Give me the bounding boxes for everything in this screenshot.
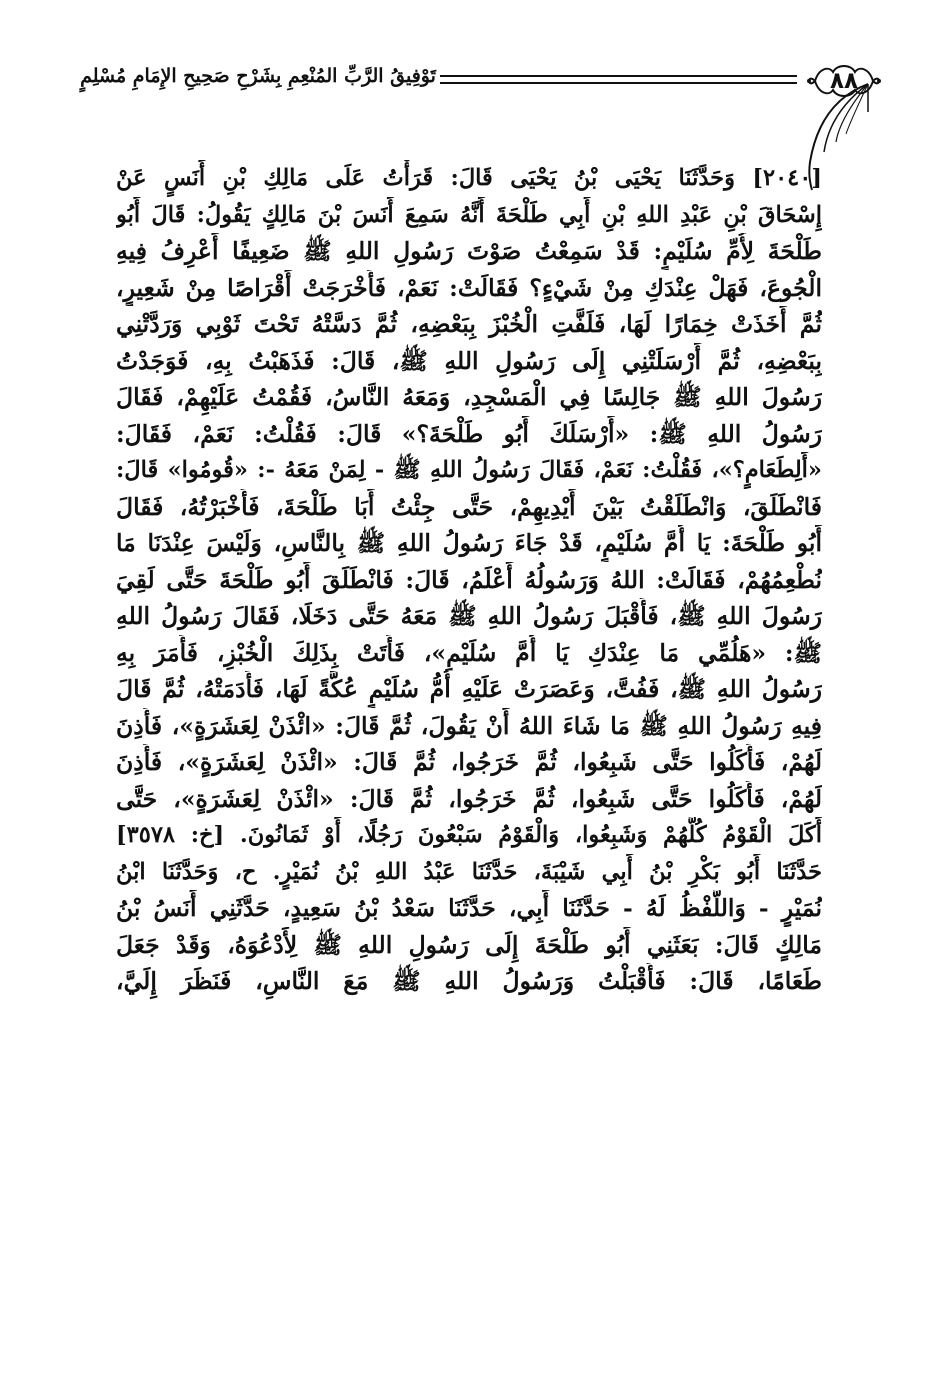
text-line: لَهُمْ، فَأَكَلُوا حَتَّى شَبِعُوا، ثُمَّ خَرَجُوا، ثُمَّ قَالَ: «ائْذَنْ لِعَشَرَةٍ»، فَأَذِنَ <box>116 748 822 776</box>
page-header <box>78 40 858 118</box>
text-line: فِيهِ رَسُولُ اللهِ ﷺ مَا شَاءَ اللهُ أَنْ يَقُولَ، ثُمَّ قَالَ: «ائْذَنْ لِعَشَرَةٍ»، فَأَذِنَ <box>116 711 822 740</box>
text-line: أَبُو طَلْحَةَ: يَا أُمَّ سُلَيْمٍ، قَدْ جَاءَ رَسُولُ اللهِ ﷺ بِالنَّاسِ، وَلَيْسَ عِنْدَنَا مَا <box>116 529 822 557</box>
text-line: طَلْحَةَ لِأُمِّ سُلَيْمٍ: قَدْ سَمِعْتُ صَوْتَ رَسُولِ اللهِ ﷺ ضَعِيفًا أَعْرِفُ فِيهِ <box>116 237 822 265</box>
text-line: رَسُولُ اللهِ ﷺ: «أَرْسَلَكَ أَبُو طَلْحَةَ؟» قَالَ: فَقُلْتُ: نَعَمْ، فَقَالَ: <box>116 419 822 448</box>
text-line: حَدَّثَنَا أَبُو بَكْرِ بْنُ أَبِي شَيْبَةَ، حَدَّثَنَا عَبْدُ اللهِ بْنُ نُمَيْرٍ. ح، وَحَدَّثَنَا ابْنُ <box>116 858 822 885</box>
text-line: لَهُمْ، فَأَكَلُوا حَتَّى شَبِعُوا، ثُمَّ خَرَجُوا، ثُمَّ قَالَ: «ائْذَنْ لِعَشَرَةٍ»، حَتَّى <box>116 784 822 813</box>
text-line: إِسْحَاقَ بْنِ عَبْدِ اللهِ بْنِ أَبِي طَلْحَةَ أَنَّهُ سَمِعَ أَنَسَ بْنَ مَالِكٍ يَقُولُ: قَالَ أَبُو <box>116 201 822 228</box>
text-line: «أَلِطَعَامٍ؟»، فَقُلْتُ: نَعَمْ، فَقَالَ رَسُولُ اللهِ ﷺ - لِمَنْ مَعَهُ -: «قُومُوا» قَالَ: <box>116 457 822 483</box>
text-line: بِبَعْضِهِ، ثُمَّ أَرْسَلَتْنِي إِلَى رَسُولِ اللهِ ﷺ، قَالَ: فَذَهَبْتُ بِهِ، فَوَجَدْتُ <box>116 346 822 375</box>
text-line: نُمَيْرٍ - وَاللَّفْظُ لَهُ - حَدَّثَنَا أَبِي، حَدَّثَنَا سَعْدُ بْنُ سَعِيدٍ، حَدَّثَنِي أَنَسُ بْنُ <box>116 894 822 922</box>
text-line: رَسُولَ اللهِ ﷺ جَالِسًا فِي الْمَسْجِدِ، وَمَعَهُ النَّاسُ، فَقُمْتُ عَلَيْهِمْ، فَقَالَ <box>116 383 822 411</box>
page-number: ٨٨ <box>829 68 859 94</box>
text-line: أَكَلَ الْقَوْمُ كُلُّهُمْ وَشَبِعُوا، وَالْقَوْمُ سَبْعُونَ رَجُلًا، أَوْ ثَمَانُونَ. [خ: ٣٥٧٨] <box>116 822 822 848</box>
text-line: طَعَامًا، قَالَ: فَأَقْبَلْتُ وَرَسُولُ اللهِ ﷺ مَعَ النَّاسِ، فَنَظَرَ إِلَيَّ، <box>116 967 822 995</box>
text-line: مَالِكٍ قَالَ: بَعَثَنِي أَبُو طَلْحَةَ إِلَى رَسُولِ اللهِ ﷺ لِأَدْعُوَهُ، وَقَدْ جَعَلَ <box>116 930 822 959</box>
text-line: [٢٠٤٠] وَحَدَّثَنَا يَحْيَى بْنُ يَحْيَى قَالَ: قَرَأْتُ عَلَى مَالِكِ بْنِ أَنَسٍ عَنْ <box>116 165 822 191</box>
header-rule-top <box>440 75 797 77</box>
text-line: رَسُولُ اللهِ ﷺ، فَفُتَّ، وَعَصَرَتْ عَلَيْهِ أُمُّ سُلَيْمٍ عُكَّةً لَهَا، فَأَدَمَتْهُ، ثُمَّ قَالَ <box>116 675 822 703</box>
header-rule-bottom <box>440 82 797 84</box>
text-line: الْجُوعَ، فَهَلْ عِنْدَكِ مِنْ شَيْءٍ؟ فَقَالَتْ: نَعَمْ، فَأَخْرَجَتْ أَقْرَاصًا مِنْ شَعِيرٍ، <box>116 273 822 302</box>
text-line: ثُمَّ أَخَذَتْ خِمَارًا لَهَا، فَلَفَّتِ الْخُبْزَ بِبَعْضِهِ، ثُمَّ دَسَّتْهُ تَحْتَ ثَوْبِي وَرَدَّتْنِي <box>116 310 822 338</box>
main-text <box>116 160 822 1300</box>
text-line: نُطْعِمُهُمْ، فَقَالَتْ: اللهُ وَرَسُولُهُ أَعْلَمُ، قَالَ: فَانْطَلَقَ أَبُو طَلْحَةَ حَتَّى لَقِيَ <box>116 565 822 594</box>
text-line: ﷺ: «هَلُمِّي مَا عِنْدَكِ يَا أُمَّ سُلَيْمٍ»، فَأَتَتْ بِذَلِكَ الْخُبْزِ، فَأَمَرَ بِهِ <box>116 638 822 667</box>
text-line: رَسُولَ اللهِ ﷺ، فَأَقْبَلَ رَسُولُ اللهِ ﷺ مَعَهُ حَتَّى دَخَلَا، فَقَالَ رَسُولُ اللهِ <box>116 602 822 630</box>
text-line: فَانْطَلَقَ، وَانْطَلَقْتُ بَيْنَ أَيْدِيهِمْ، حَتَّى جِئْتُ أَبَا طَلْحَةَ، فَأَخْبَرْتُهُ، فَقَالَ <box>116 492 822 521</box>
book-title: تَوْفِيقُ الرَّبِّ المُنْعِمِ بِشَرْحِ صَحِيحِ الإِمَامِ مُسْلِمٍ <box>80 65 436 87</box>
